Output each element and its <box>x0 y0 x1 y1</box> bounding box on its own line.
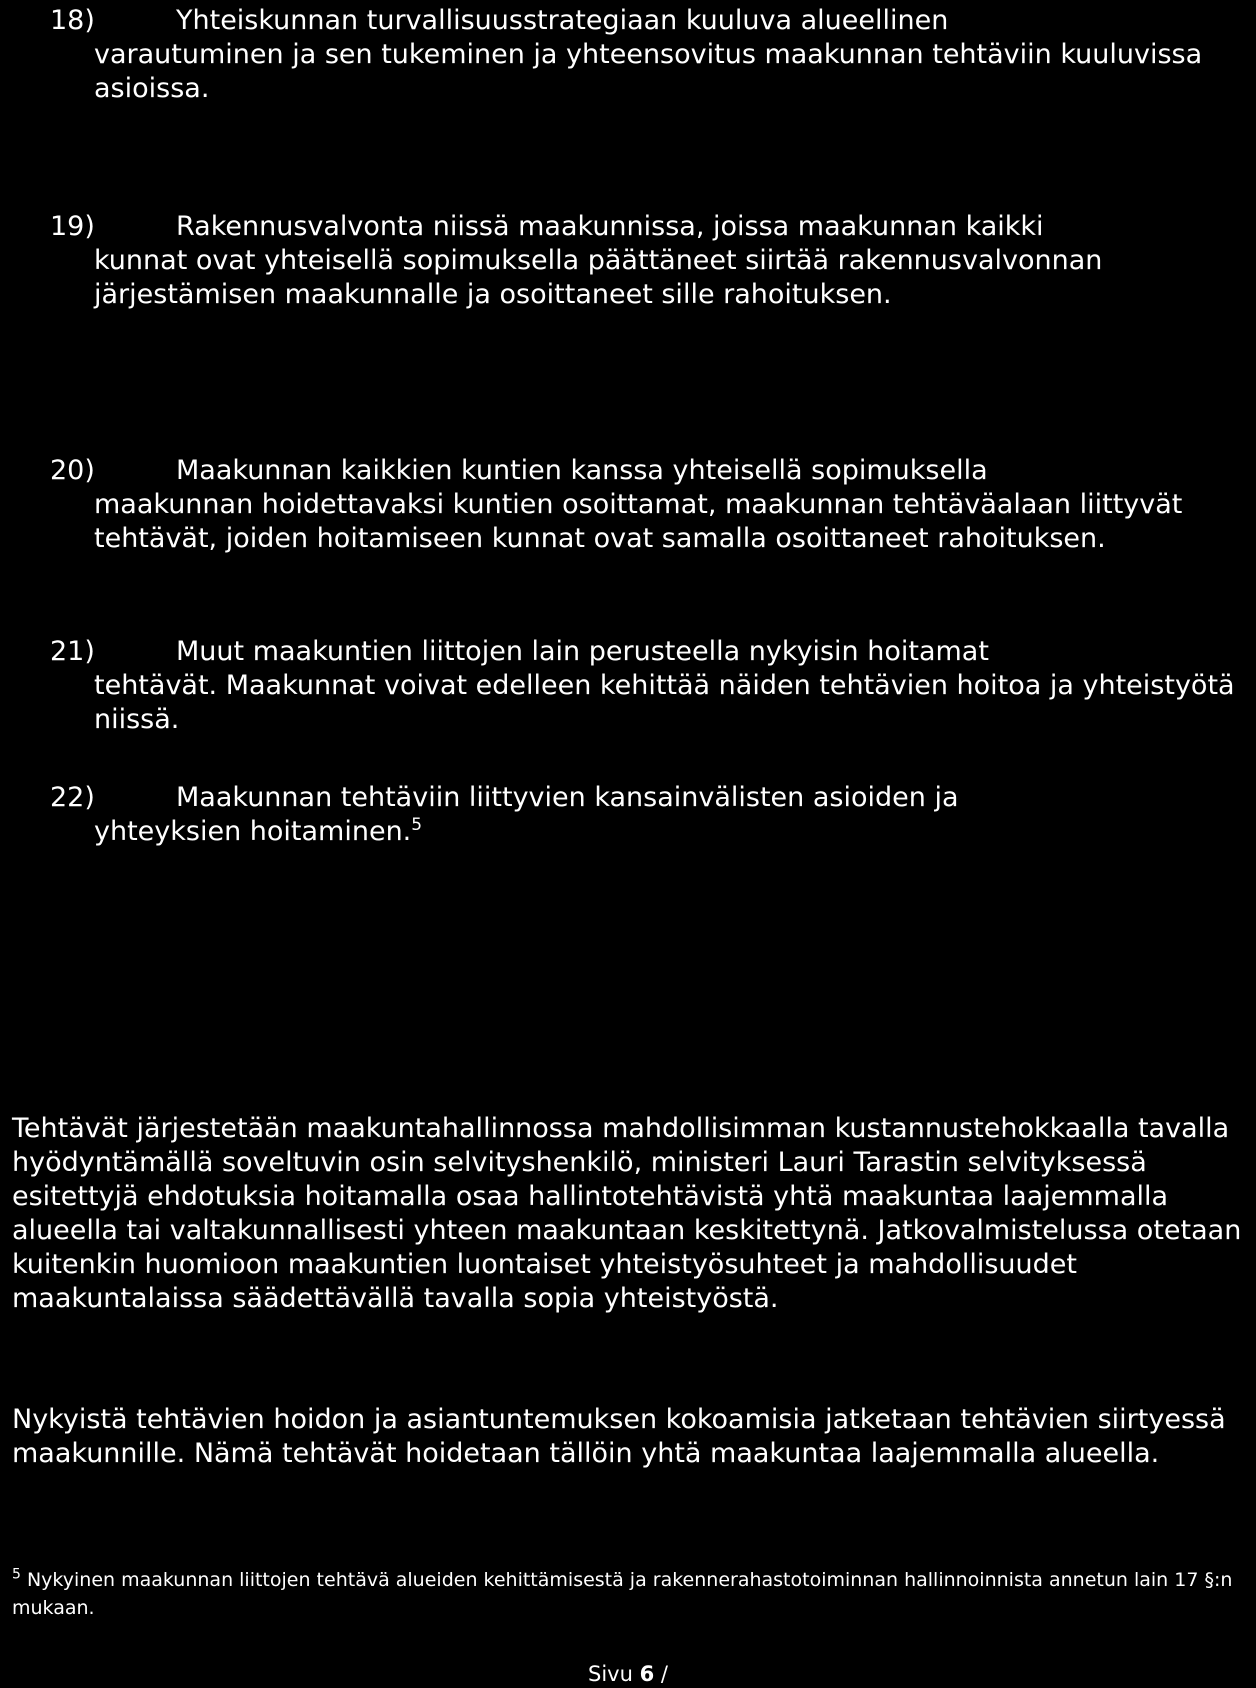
item-first-line: Yhteiskunnan turvallisuusstrategiaan kuuluva alueellinen <box>176 5 949 36</box>
list-item-21 <box>50 635 1240 737</box>
page-label: Sivu <box>588 1662 633 1686</box>
list-item-22 <box>50 781 1240 849</box>
item-first-line: Muut maakuntien liittojen lain perusteella nykyisin hoitamat <box>176 636 989 667</box>
page-suffix: / <box>660 1662 668 1686</box>
body-paragraph-2: Nykyistä tehtävien hoidon ja asiantuntemuksen kokoamisia jatketaan tehtävien siirtyessä maakunnille. Nämä tehtävät hoidetaan tällöin yhtä maakuntaa laajemmalla alueella. <box>12 1404 1226 1469</box>
page-footer <box>0 1662 1256 1686</box>
item-continuation-text: yhteyksien hoitaminen. <box>94 816 412 847</box>
list-item-19 <box>50 210 1240 312</box>
item-number: 20) <box>50 455 95 486</box>
body-paragraph-1: Tehtävät järjestetään maakuntahallinnossa mahdollisimman kustannustehokkaalla tavalla hyödyntämällä soveltuvin osin selvityshenkilö, ministeri Lauri Tarastin selvityksessä esitettyjä ehdotuksia hoitamalla osaa hallintotehtävistä yhtä maakuntaa laajemmalla alueella tai valtakunnallisesti yhteen maakuntaan keskitettynä. Jatkovalmistelussa otetaan kuitenkin huomioon maakuntien luontaiset yhteistyösuhteet ja mahdollisuudet maakuntalaissa säädettävällä tavalla sopia yhteistyöstä. <box>12 1113 1242 1314</box>
item-first-line: Maakunnan kaikkien kuntien kanssa yhteisellä sopimuksella <box>176 455 988 486</box>
footnote-text: Nykyinen maakunnan liittojen tehtävä alueiden kehittämisestä ja rakennerahastotoiminnan hallinnoinnista annetun lain 17 §:n mukaan. <box>12 1569 1233 1619</box>
footnote-marker: 5 <box>12 1566 21 1583</box>
item-first-line: Rakennusvalvonta niissä maakunnissa, joissa maakunnan kaikki <box>176 211 1044 242</box>
item-number: 19) <box>50 211 95 242</box>
item-continuation: maakunnan hoidettavaksi kuntien osoittamat, maakunnan tehtäväalaan liittyvät tehtävät, joiden hoitamiseen kunnat ovat samalla osoittaneet rahoituksen. <box>94 489 1183 554</box>
footnote <box>12 1566 1247 1622</box>
item-continuation: kunnat ovat yhteisellä sopimuksella päättäneet siirtää rakennusvalvonnan järjestämisen maakunnalle ja osoittaneet sille rahoituksen. <box>94 245 1103 310</box>
item-number: 21) <box>50 636 95 667</box>
item-continuation: tehtävät. Maakunnat voivat edelleen kehittää näiden tehtävien hoitoa ja yhteistyötä niissä. <box>94 670 1235 735</box>
page-number: 6 <box>639 1662 655 1686</box>
item-number: 22) <box>50 782 95 813</box>
footnote-reference[interactable]: 5 <box>411 815 423 835</box>
item-continuation: varautuminen ja sen tukeminen ja yhteensovitus maakunnan tehtäviin kuuluvissa asioissa. <box>94 39 1203 104</box>
item-number: 18) <box>50 5 95 36</box>
list-item-20 <box>50 454 1240 556</box>
item-continuation <box>50 815 1240 849</box>
item-first-line: Maakunnan tehtäviin liittyvien kansainvälisten asioiden ja <box>176 782 959 813</box>
list-item-18 <box>50 4 1240 106</box>
